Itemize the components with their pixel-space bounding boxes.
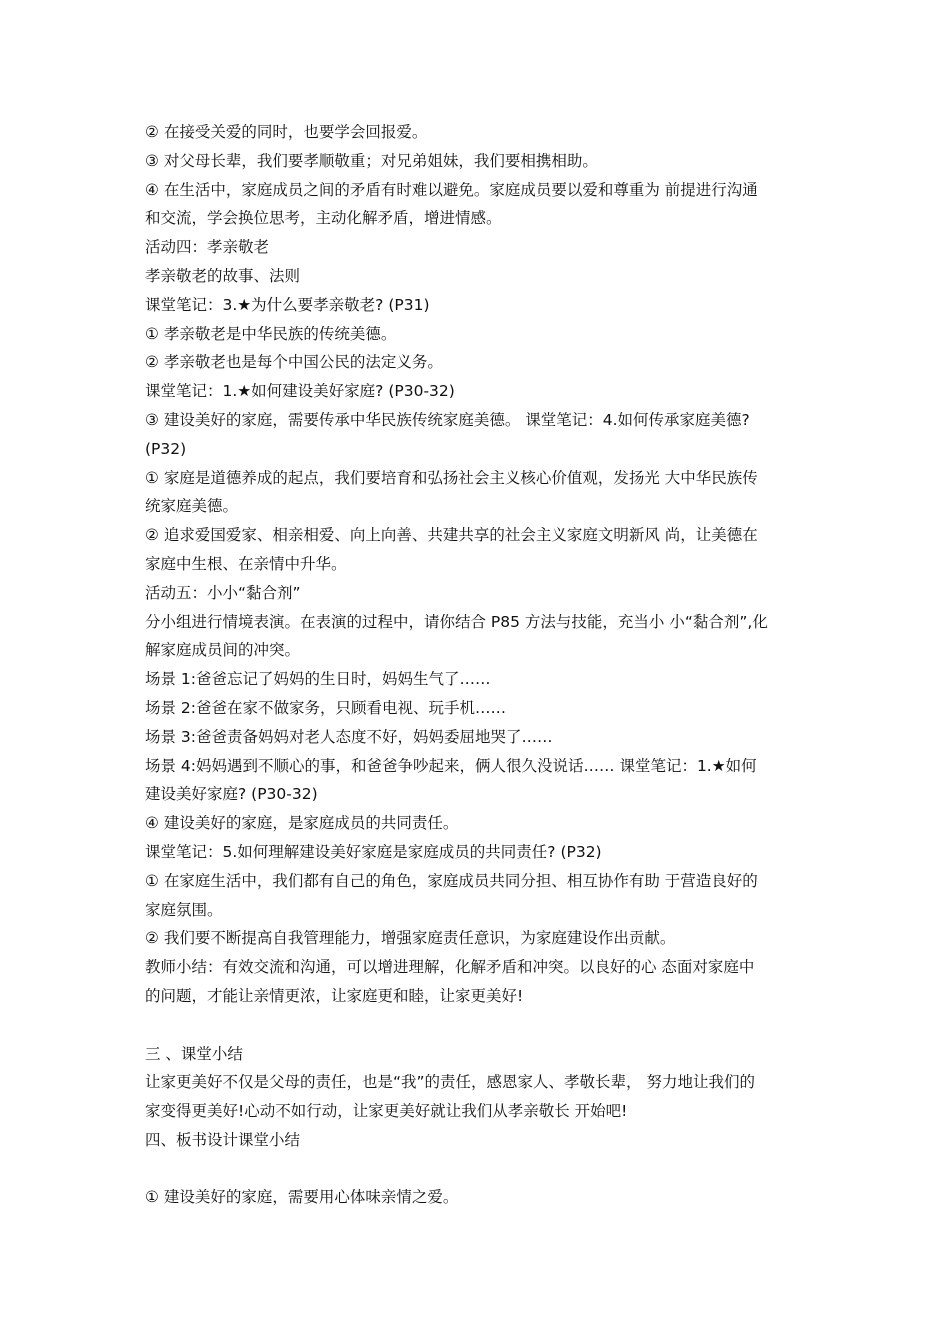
text-line: 场景 4:妈妈遇到不顺心的事，和爸爸争吵起来，俩人很久没说话…… 课堂笔记：1.★如何 <box>145 756 757 775</box>
text-line: ① 家庭是道德养成的起点，我们要培育和弘扬社会主义核心价值观，发扬光 大中华民族传 <box>145 468 758 487</box>
text-line: 课堂笔记：3.★为什么要孝亲敬老? (P31) <box>145 295 430 314</box>
text-line: 三 、课堂小结 <box>145 1044 243 1063</box>
text-line: ② 孝亲敬老也是每个中国公民的法定义务。 <box>145 353 443 372</box>
text-line: 的问题，才能让亲情更浓，让家庭更和睦，让家更美好! <box>145 986 524 1005</box>
text-line: ③ 对父母长辈，我们要孝顺敬重；对兄弟姐妹，我们要相携相助。 <box>145 151 598 170</box>
text-line: (P32) <box>145 439 187 458</box>
text-line: 家变得更美好!心动不如行动，让家更美好就让我们从孝亲敬长 开始吧! <box>145 1102 628 1121</box>
text-line: 家庭氛围。 <box>145 900 223 919</box>
text-block-board-design <box>145 1183 815 1212</box>
text-line: 和交流，学会换位思考，主动化解矛盾，增进情感。 <box>145 209 502 228</box>
text-line: ① 建设美好的家庭，需要用心体味亲情之爱。 <box>145 1188 459 1207</box>
text-line: ① 在家庭生活中，我们都有自己的角色，家庭成员共同分担、相互协作有助 于营造良好的 <box>145 871 758 890</box>
text-line: 孝亲敬老的故事、法则 <box>145 266 301 285</box>
text-line: 让家更美好不仅是父母的责任，也是“我”的责任，感恩家人、孝敬长辈， 努力地让我们的 <box>145 1073 755 1092</box>
text-line: ④ 在生活中，家庭成员之间的矛盾有时难以避免。家庭成员要以爱和尊重为 前提进行沟通 <box>145 180 758 199</box>
text-line: 解家庭成员间的冲突。 <box>145 641 301 660</box>
text-line: ② 追求爱国爱家、相亲相爱、向上向善、共建共享的社会主义家庭文明新风 尚，让美德在 <box>145 526 758 545</box>
text-line: 建设美好家庭? (P30-32) <box>145 785 318 804</box>
text-line: 场景 3:爸爸责备妈妈对老人态度不好，妈妈委屈地哭了…… <box>145 727 553 746</box>
text-line: 家庭中生根、在亲情中升华。 <box>145 554 347 573</box>
text-line: 教师小结：有效交流和沟通，可以增进理解，化解矛盾和冲突。以良好的心 态面对家庭中 <box>145 958 755 977</box>
document-body <box>145 118 815 1212</box>
text-line: 课堂笔记：5.如何理解建设美好家庭是家庭成员的共同责任? (P32) <box>145 842 602 861</box>
text-line: 课堂笔记：1.★如何建设美好家庭? (P30-32) <box>145 382 455 401</box>
text-line: ④ 建设美好的家庭，是家庭成员的共同责任。 <box>145 814 459 833</box>
text-block-lessons <box>145 118 815 1011</box>
text-block-summary <box>145 1040 815 1155</box>
text-line: 分小组进行情境表演。在表演的过程中，请你结合 P85 方法与技能，充当小 小“黏合剂”,化 <box>145 612 768 631</box>
text-line: 四、板书设计课堂小结 <box>145 1130 301 1149</box>
text-line: ③ 建设美好的家庭，需要传承中华民族传统家庭美德。 课堂笔记：4.如何传承家庭美德? <box>145 410 750 429</box>
text-line: ② 我们要不断提高自我管理能力，增强家庭责任意识，为家庭建设作出贡献。 <box>145 929 676 948</box>
blank-line <box>145 1011 815 1040</box>
text-line: 活动五：小小“黏合剂” <box>145 583 301 602</box>
blank-line <box>145 1155 815 1184</box>
text-line: ② 在接受关爱的同时，也要学会回报爱。 <box>145 123 428 141</box>
text-line: 场景 1:爸爸忘记了妈妈的生日时，妈妈生气了…… <box>145 670 491 689</box>
text-line: ① 孝亲敬老是中华民族的传统美德。 <box>145 324 397 343</box>
text-line: 场景 2:爸爸在家不做家务，只顾看电视、玩手机…… <box>145 698 507 717</box>
text-line: 统家庭美德。 <box>145 497 239 516</box>
text-line: 活动四：孝亲敬老 <box>145 238 270 257</box>
